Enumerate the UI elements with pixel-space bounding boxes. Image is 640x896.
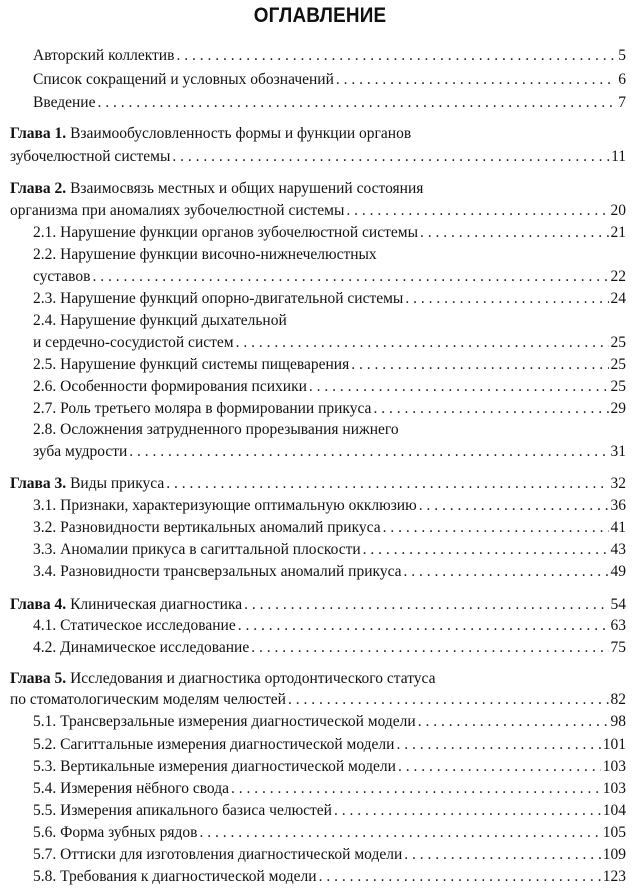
page-number: 41 <box>610 519 626 536</box>
page-number: 24 <box>610 290 626 307</box>
page-number: 31 <box>610 443 626 460</box>
page-number: 101 <box>602 736 626 753</box>
page-number: 75 <box>610 639 626 656</box>
page-number: 25 <box>610 378 626 395</box>
chapter-title: Взаимосвязь местных и общих нарушений состояния <box>70 180 424 197</box>
page-number: 123 <box>602 868 626 885</box>
leader-dots <box>309 377 609 397</box>
page-number: 103 <box>602 780 626 797</box>
toc-section-5-3[interactable]: 5.3. Вертикальные измерения диагностической модели . . . 103 <box>33 757 626 777</box>
page-number: 54 <box>610 596 626 613</box>
page-number: 32 <box>610 475 626 492</box>
leader-dots <box>404 562 609 582</box>
leader-dots <box>97 93 616 113</box>
toc-chapter-2-heading[interactable] <box>10 179 423 199</box>
page-number: 103 <box>602 758 626 775</box>
page-title: ОГЛАВЛЕНИЕ <box>253 4 387 27</box>
toc-section-5-6[interactable]: 5.6. Форма зубных рядов . . . 105 <box>33 823 626 843</box>
leader-dots <box>231 779 601 799</box>
toc-chapter-5[interactable]: по стоматологическим моделям челюстей . . . 82 <box>10 690 626 710</box>
leader-dots <box>373 399 608 419</box>
leader-dots <box>172 147 609 167</box>
toc-section-4-2[interactable]: 4.2. Динамическое исследование . . . 75 <box>33 638 626 658</box>
page-number: 29 <box>610 400 626 417</box>
toc-chapter-4[interactable] <box>10 595 626 615</box>
toc-section-2-8-line1[interactable]: 2.8. Осложнения затрудненного прорезывания нижнего <box>33 421 399 438</box>
toc-section-3-3[interactable]: 3.3. Аномалии прикуса в сагиттальной плоскости . . . 43 <box>33 540 626 560</box>
page-number: 5 <box>618 47 626 64</box>
toc-section-2-4-line1[interactable]: 2.4. Нарушение функций дыхательной <box>33 312 287 329</box>
page-number: 25 <box>610 356 626 373</box>
toc-section-2-5[interactable]: 2.5. Нарушение функций системы пищеварения . . . 25 <box>33 355 626 375</box>
leader-dots <box>420 223 609 243</box>
toc-entry-abbreviations[interactable]: Список сокращений и условных обозначений . . . 6 <box>33 70 626 90</box>
chapter-title: Взаимообусловленность формы и функции органов <box>70 125 412 142</box>
toc-section-2-3[interactable]: 2.3. Нарушение функций опорно-двигательной системы . . . 24 <box>33 289 626 309</box>
chapter-label: Глава 2. <box>10 180 67 197</box>
leader-dots <box>383 518 609 538</box>
leader-dots <box>129 442 608 462</box>
page-number: 6 <box>618 71 626 88</box>
leader-dots <box>251 638 608 658</box>
page-number: 82 <box>610 691 626 708</box>
chapter-title: Исследования и диагностика ортодонтического статуса <box>70 670 436 687</box>
toc-section-2-7[interactable]: 2.7. Роль третьего моляра в формировании прикуса . . . 29 <box>33 399 626 419</box>
leader-dots <box>418 712 609 732</box>
toc-chapter-2[interactable]: организма при аномалиях зубочелюстной системы . . . 20 <box>10 201 626 221</box>
toc-section-2-1[interactable]: 2.1. Нарушение функции органов зубочелюстной системы . . . 21 <box>33 223 626 243</box>
chapter-label: Глава 1. <box>10 125 67 142</box>
toc-section-2-2-line1[interactable]: 2.2. Нарушение функции височно-нижнечелюстных <box>33 246 377 263</box>
page-number: 104 <box>602 802 626 819</box>
leader-dots <box>404 845 600 865</box>
leader-dots <box>363 540 609 560</box>
chapter-label: Глава 5. <box>10 670 67 687</box>
leader-dots <box>346 201 608 221</box>
toc-section-4-1[interactable]: 4.1. Статическое исследование . . . 63 <box>33 616 626 636</box>
leader-dots <box>419 496 609 516</box>
leader-dots <box>351 355 608 375</box>
page-number: 49 <box>610 563 626 580</box>
leader-dots <box>319 867 601 887</box>
leader-dots <box>336 70 616 90</box>
toc-section-5-1[interactable]: 5.1. Трансверзальные измерения диагностической модели . . . 98 <box>33 712 626 732</box>
toc-entry-authors[interactable]: Авторский коллектив . . . 5 <box>33 46 626 66</box>
chapter-title: Клиническая диагностика <box>70 596 243 613</box>
page-number: 109 <box>602 846 626 863</box>
page-number: 11 <box>611 148 626 165</box>
leader-dots <box>176 46 616 66</box>
page-number: 43 <box>610 541 626 558</box>
chapter-label: Глава 3. <box>10 475 67 492</box>
leader-dots <box>236 333 609 353</box>
leader-dots <box>92 267 608 287</box>
page-number: 22 <box>610 268 626 285</box>
page-number: 105 <box>602 824 626 841</box>
chapter-label: Глава 4. <box>10 596 67 613</box>
leader-dots <box>405 289 608 309</box>
page-number: 21 <box>610 224 626 241</box>
page-number: 63 <box>610 617 626 634</box>
toc-section-5-4[interactable]: 5.4. Измерения нёбного свода . . . 103 <box>33 779 626 799</box>
toc-section-5-2[interactable]: 5.2. Сагиттальные измерения диагностической модели . . . 101 <box>33 735 626 755</box>
toc-section-3-4[interactable]: 3.4. Разновидности трансверзальных аномалий прикуса . . . 49 <box>33 562 626 582</box>
page-number: 20 <box>610 202 626 219</box>
page-number: 98 <box>610 713 626 730</box>
leader-dots <box>200 823 601 843</box>
toc-section-2-4[interactable]: и сердечно-сосудистой систем . . . 25 <box>33 333 626 353</box>
toc-section-3-2[interactable]: 3.2. Разновидности вертикальных аномалий прикуса . . . 41 <box>33 518 626 538</box>
toc-chapter-3[interactable] <box>10 474 626 494</box>
leader-dots <box>238 616 609 636</box>
toc-section-5-8[interactable]: 5.8. Требования к диагностической модели . . . 123 <box>33 867 626 887</box>
leader-dots <box>166 474 608 494</box>
leader-dots <box>398 757 601 777</box>
chapter-title: Виды прикуса <box>70 475 165 492</box>
toc-chapter-5-heading[interactable] <box>10 669 435 689</box>
page-number: 7 <box>618 94 626 111</box>
page-number: 25 <box>610 334 626 351</box>
toc-section-3-1[interactable]: 3.1. Признаки, характеризующие оптимальную окклюзию . . . 36 <box>33 496 626 516</box>
toc-chapter-1[interactable]: зубочелюстной системы . . . 11 <box>10 147 626 167</box>
page-number: 36 <box>610 497 626 514</box>
toc-section-2-8[interactable]: зуба мудрости . . . 31 <box>33 442 626 462</box>
toc-section-5-7[interactable]: 5.7. Оттиски для изготовления диагностической модели . . . 109 <box>33 845 626 865</box>
leader-dots <box>244 595 608 615</box>
leader-dots <box>396 735 600 755</box>
toc-section-2-2[interactable]: суставов . . . 22 <box>33 267 626 287</box>
leader-dots <box>288 690 609 710</box>
leader-dots <box>334 801 601 821</box>
toc-chapter-1-heading[interactable] <box>10 124 411 144</box>
toc-section-2-6[interactable]: 2.6. Особенности формирования психики . . . 25 <box>33 377 626 397</box>
toc-entry-introduction[interactable]: Введение . . . 7 <box>33 93 626 113</box>
toc-section-5-5[interactable]: 5.5. Измерения апикального базиса челюстей . . . 104 <box>33 801 626 821</box>
